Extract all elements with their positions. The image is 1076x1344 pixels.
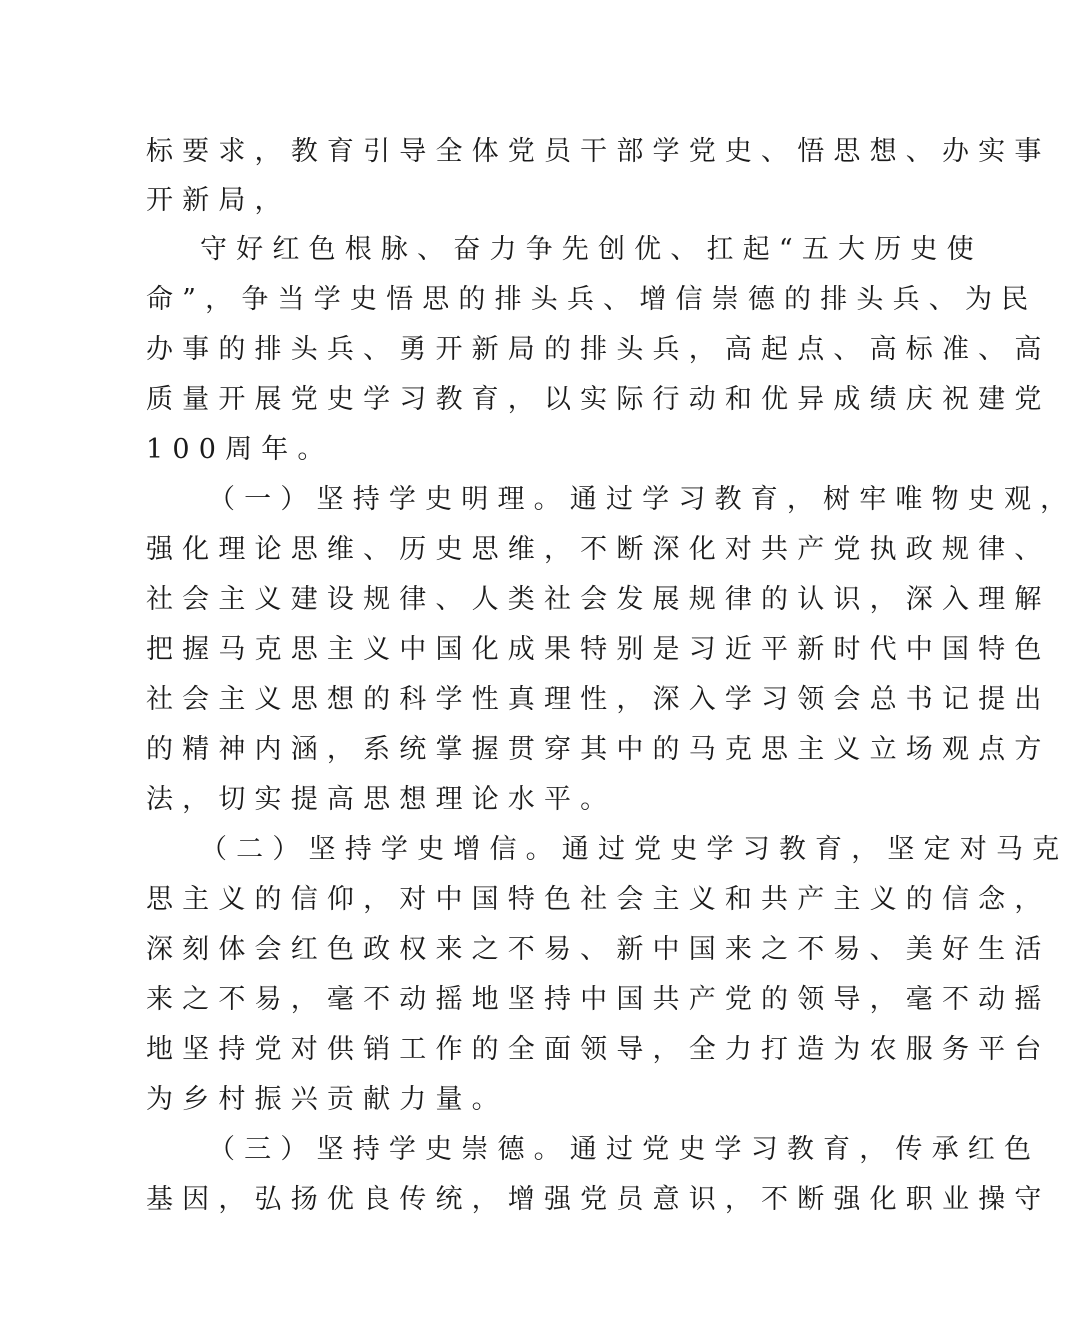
paragraph-line: 法，切实提高思想理论水平。: [146, 784, 617, 815]
paragraph-line: 命”，争当学史悟思的排头兵、增信崇德的排头兵、为民: [146, 284, 1038, 315]
section-heading-line: （一）坚持学史明理。通过学习教育，树牢唯物史观，: [208, 484, 1076, 515]
paragraph-line: 思主义的信仰，对中国特色社会主义和共产主义的信念，: [146, 884, 1051, 915]
section-heading-line: （二）坚持学史增信。通过党史学习教育，坚定对马克: [200, 834, 1069, 865]
paragraph-line: 开新局，: [146, 185, 291, 216]
paragraph-line: 来之不易，毫不动摇地坚持中国共产党的领导，毫不动摇: [146, 984, 1051, 1015]
section-heading-line: （三）坚持学史崇德。通过党史学习教育，传承红色: [208, 1134, 1041, 1165]
paragraph-line: 为乡村振兴贡献力量。: [146, 1084, 508, 1115]
paragraph-line: 强化理论思维、历史思维，不断深化对共产党执政规律、: [146, 534, 1051, 565]
paragraph-line: 社会主义建设规律、人类社会发展规律的认识，深入理解: [146, 584, 1051, 615]
paragraph-line: 标要求，教育引导全体党员干部学党史、悟思想、办实事: [146, 136, 1051, 167]
paragraph-line: 办事的排头兵、勇开新局的排头兵，高起点、高标准、高: [146, 334, 1051, 365]
paragraph-line: 守好红色根脉、奋力争先创优、扛起“五大历史使: [200, 234, 983, 265]
paragraph-line: 社会主义思想的科学性真理性，深入学习领会总书记提出: [146, 684, 1051, 715]
paragraph-line: 基因，弘扬优良传统，增强党员意识，不断强化职业操守: [146, 1184, 1051, 1215]
paragraph-line: 地坚持党对供销工作的全面领导，全力打造为农服务平台: [146, 1034, 1051, 1065]
paragraph-line: 把握马克思主义中国化成果特别是习近平新时代中国特色: [146, 634, 1051, 665]
paragraph-line: 的精神内涵，系统掌握贯穿其中的马克思主义立场观点方: [146, 734, 1051, 765]
paragraph-line: 深刻体会红色政权来之不易、新中国来之不易、美好生活: [146, 934, 1051, 965]
paragraph-line: 100周年。: [146, 434, 334, 465]
paragraph-line: 质量开展党史学习教育，以实际行动和优异成绩庆祝建党: [146, 384, 1051, 415]
